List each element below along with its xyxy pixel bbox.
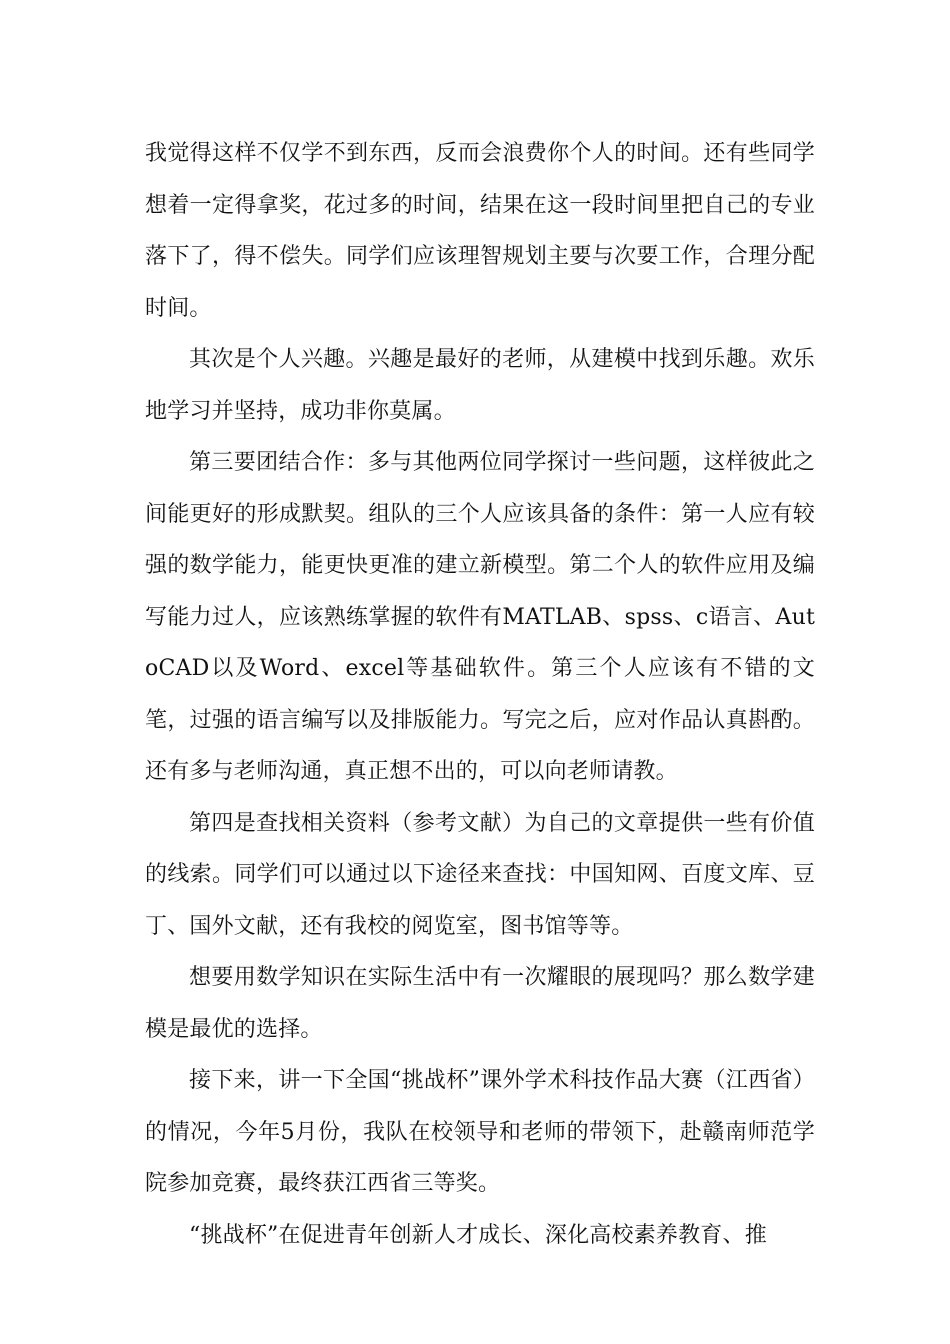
document-body [145,128,815,1261]
paragraph-challenge-cup-significance: “挑战杯”在促进青年创新人才成长、深化高校素养教育、推 [189,1222,767,1248]
paragraph-challenge-cup-intro: 接下来，讲一下全国“挑战杯”课外学术科技作品大赛（江西省）的情况，今年5月份，我队在校领导和老师的带领下，赴赣南师范学院参加竞赛，最终获江西省三等奖。 [145,1068,815,1196]
paragraph-personal-interest: 其次是个人兴趣。兴趣是最好的老师，从建模中找到乐趣。欢乐地学习并坚持，成功非你莫属。 [145,347,815,424]
paragraph-time-management-continued: 我觉得这样不仅学不到东西，反而会浪费你个人的时间。还有些同学想着一定得拿奖，花过多的时间，结果在这一段时间里把自己的专业落下了，得不偿失。同学们应该理智规划主要与次要工作，合理分配时间。 [145,141,815,321]
paragraph-modeling-choice: 想要用数学知识在实际生活中有一次耀眼的展现吗？那么数学建模是最优的选择。 [145,965,815,1042]
paragraph-teamwork: 第三要团结合作：多与其他两位同学探讨一些问题，这样彼此之间能更好的形成默契。组队的三个人应该具备的条件：第一人应有较强的数学能力，能更快更准的建立新模型。第二个人的软件应用及编写能力过人，应该熟练掌握的软件有MATLAB、spss、c语言、AutoCAD以及Word、excel等基础软件。第三个人应该有不错的文笔，过强的语言编写以及排版能力。写完之后，应对作品认真斟酌。还有多与老师沟通，真正想不出的，可以向老师请教。 [145,450,815,784]
paragraph-references: 第四是查找相关资料（参考文献）为自己的文章提供一些有价值的线索。同学们可以通过以下途径来查找：中国知网、百度文库、豆丁、国外文献，还有我校的阅览室，图书馆等等。 [145,810,815,939]
